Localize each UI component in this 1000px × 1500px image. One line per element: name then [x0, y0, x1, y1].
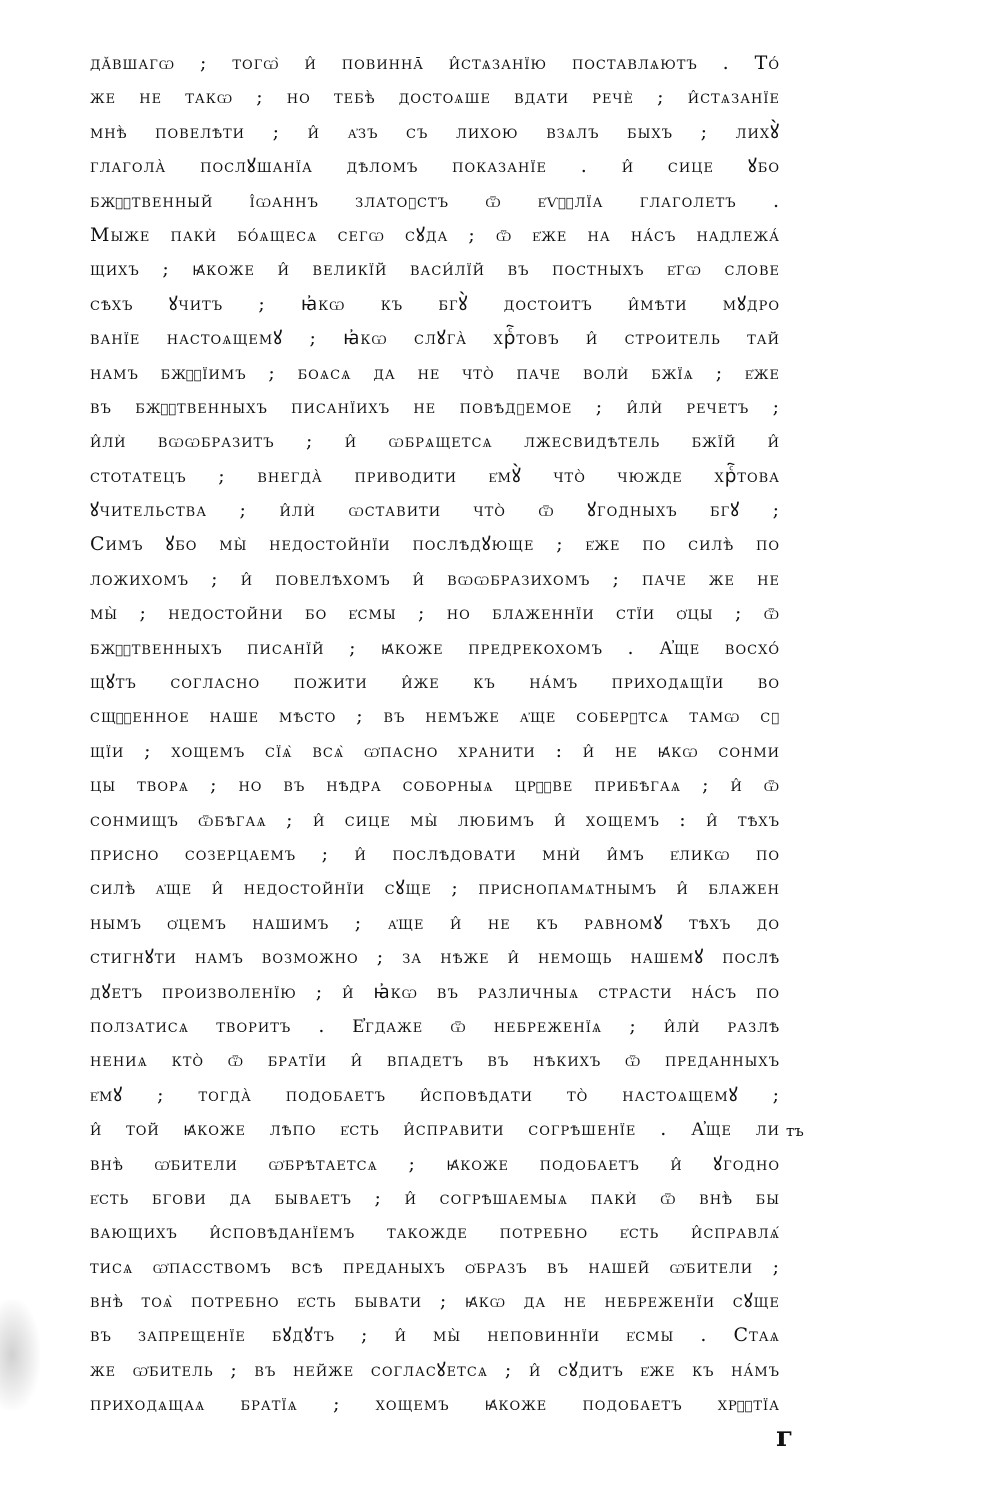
text-line: стигнꙋти намъ возможно ; за нѣже и̂ немощь нашемꙋ послѣ	[90, 946, 780, 969]
text-line: мы̀ ; недостойни бо е҆смы ; но блаженнїи стїи ѻ҆цы ; ѿ	[90, 602, 780, 625]
text-line: же ѡ҆битель ; въ нейже согласꙋетсѧ ; и̂ сꙋдитъ е҆же къ на́мъ	[90, 1358, 780, 1381]
text-line: бжⷭ҇твенный і̂ѡаннъ златоꙋстъ ѿ е҆ѵⷢ҇лїа глаголетъ .	[90, 189, 780, 212]
text-line: вающихъ и̂сповѣданїемъ такожде потребно е҆сть и̂справлѧ́	[90, 1221, 780, 1244]
text-line: е҆мꙋ ; тогда̀ подобаетъ и̂сповѣдати то̀ настоѧщемꙋ ;	[90, 1083, 780, 1106]
folio-number: г	[776, 1420, 794, 1453]
text-line: бжⷭ҇твенныхъ писанїй ; ꙗ҆коже предрекохомъ . А҆ще восхо́	[90, 636, 780, 659]
text-line: нымъ ѻ҆цемъ нашимъ ; а҆ще и̂ не къ равномꙋ тѣхъ до	[90, 911, 780, 934]
text-line: цы творѧ ; но въ нѣдра соборныѧ црⷦ҇ве прибѣгаѧ ; и̂ ѿ	[90, 774, 780, 797]
text-line: и̂лѝ вѡѡбразитъ ; и̂ ѡбрѧщетсѧ лжесвидѣтель бжїй и̂	[90, 430, 780, 453]
text-line: е҆сть бгови да бываетъ ; и̂ согрѣшаемыѧ пакѝ ѿ внѣ̀ бы	[90, 1186, 780, 1209]
text-line: щїи ; хощемъ сїѧ̀ всѧ̀ ѡ҆пасно хранити : и̂ не ꙗ҆кѡ сонми	[90, 739, 780, 762]
text-line: мнѣ̀ повелѣти ; и̂ а҆зъ съ лихою взѧлъ быхъ ; лихꙋ̀	[90, 120, 780, 143]
text-line: ванїе настоѧщемꙋ ; ꙗ҆кѡ слꙋга̀ хрⷭ҇товъ и̂ строитель тай	[90, 327, 780, 350]
text-column	[90, 46, 780, 1422]
text-line: силѣ̀ а҆ще и̂ недостойнїи сꙋще ; приснопамѧтнымъ и̂ блажен	[90, 877, 780, 900]
text-line: ложихомъ ; и̂ повелѣхомъ и̂ вѡѡбразихомъ ; паче же не	[90, 567, 780, 590]
text-line: въ запрещенїе бꙋдꙋтъ ; и̂ мы̀ неповиннїи е҆смы . Стаѧ	[90, 1324, 780, 1347]
text-line: же не такѡ ; но тебѣ̀ достоѧше вдати речѐ ; и̂стѧзанїе	[90, 86, 780, 109]
text-line: тисѧ ѡ҆пасствомъ всѣ преданыхъ ѻ҆бразъ въ нашей ѡ҆бители ;	[90, 1255, 780, 1278]
text-line: дꙋетъ произволенїю ; и̂ ꙗ҆кѡ въ различныѧ страсти на́съ по	[90, 980, 780, 1003]
text-line: и̂ той ꙗ҆коже лѣпо е҆сть и̂справити согрѣшенїе . А҆ще ли	[90, 1118, 780, 1141]
text-line: Мыже пакѝ бо́ѧщесѧ сегѡ сꙋда ; ѿ е҆же на на́съ надлежа́	[90, 223, 780, 246]
text-line: ползатисѧ творитъ . Е҆гдаже ѿ небреженїѧ ; и̂лѝ разлѣ	[90, 1014, 780, 1037]
text-line: сщⷭ҇енное наше мѣсто ; въ немъже а҆ще соберꙋтсѧ тамѡ сꙋ	[90, 705, 780, 728]
text-line: глагола̀ послꙋшанїа дѣломъ показанїе . и̂ сице ꙋбо	[90, 155, 780, 178]
text-line: присно созерцаемъ ; и̂ послѣдовати мнѝ и̂мъ е҆ликѡ по	[90, 842, 780, 865]
page-stain	[0, 1300, 40, 1410]
text-line: сонмищъ ѿбѣгаѧ ; и̂ сице мы̀ любимъ и̂ хощемъ : и̂ тѣхъ	[90, 808, 780, 831]
text-line: стотатецъ ; внегда̀ приводити е҆мꙋ̀ что̀ чюжде хрⷭ҇това	[90, 464, 780, 487]
text-line: ꙋчительства ; и̂лѝ ѡставити что̀ ѿ ꙋгодныхъ бгꙋ ;	[90, 499, 780, 522]
text-line: нениѧ кто̀ ѿ братїи и̂ впадетъ въ нѣкихъ ѿ преданныхъ	[90, 1049, 780, 1072]
text-line: дăвшагѡ ; тогѡ̀ и̂ повиннā и̂стѧзанїю поставлѧютъ . То́	[90, 52, 780, 74]
text-line: щихъ ; ꙗ҆коже и̂ великїй васи́лїй въ постныхъ е҆гѡ слове	[90, 258, 780, 281]
text-line: внѣ̀ ѡ҆бители ѡ҆брѣтаетсѧ ; ꙗ҆коже подобаетъ и̂ ꙋгодно	[90, 1152, 780, 1175]
text-line: внѣ̀ тоѧ̀ потребно е҆сть бывати ; ꙗ҆кѡ да не небреженїи сꙋще	[90, 1290, 780, 1313]
text-line: сѣхъ ꙋчитъ ; ꙗ҆кѡ къ бгꙋ̀ достоитъ и̂мѣти мꙋдро	[90, 292, 780, 315]
text-line: намъ бжⷭ҇їимъ ; боѧсѧ да не что̀ паче волѝ бжїѧ ; е҆же	[90, 361, 780, 384]
text-line: въ бжⷭ҇твенныхъ писанїихъ не повѣдꙋемое ; и̂лѝ речетъ ;	[90, 395, 780, 418]
text-line: щꙋтъ согласно пожити и̂же къ на́мъ приходѧщїи во	[90, 671, 780, 694]
margin-note: тъ	[786, 1122, 804, 1140]
text-line: Симъ ꙋбо мы̀ недостойнїи послѣдꙋюще ; е҆же по силѣ̀ по	[90, 533, 780, 556]
text-line: приходѧщаѧ братїѧ ; хощемъ ꙗ҆коже подобаетъ хрⷭ҇тїа	[90, 1393, 780, 1416]
